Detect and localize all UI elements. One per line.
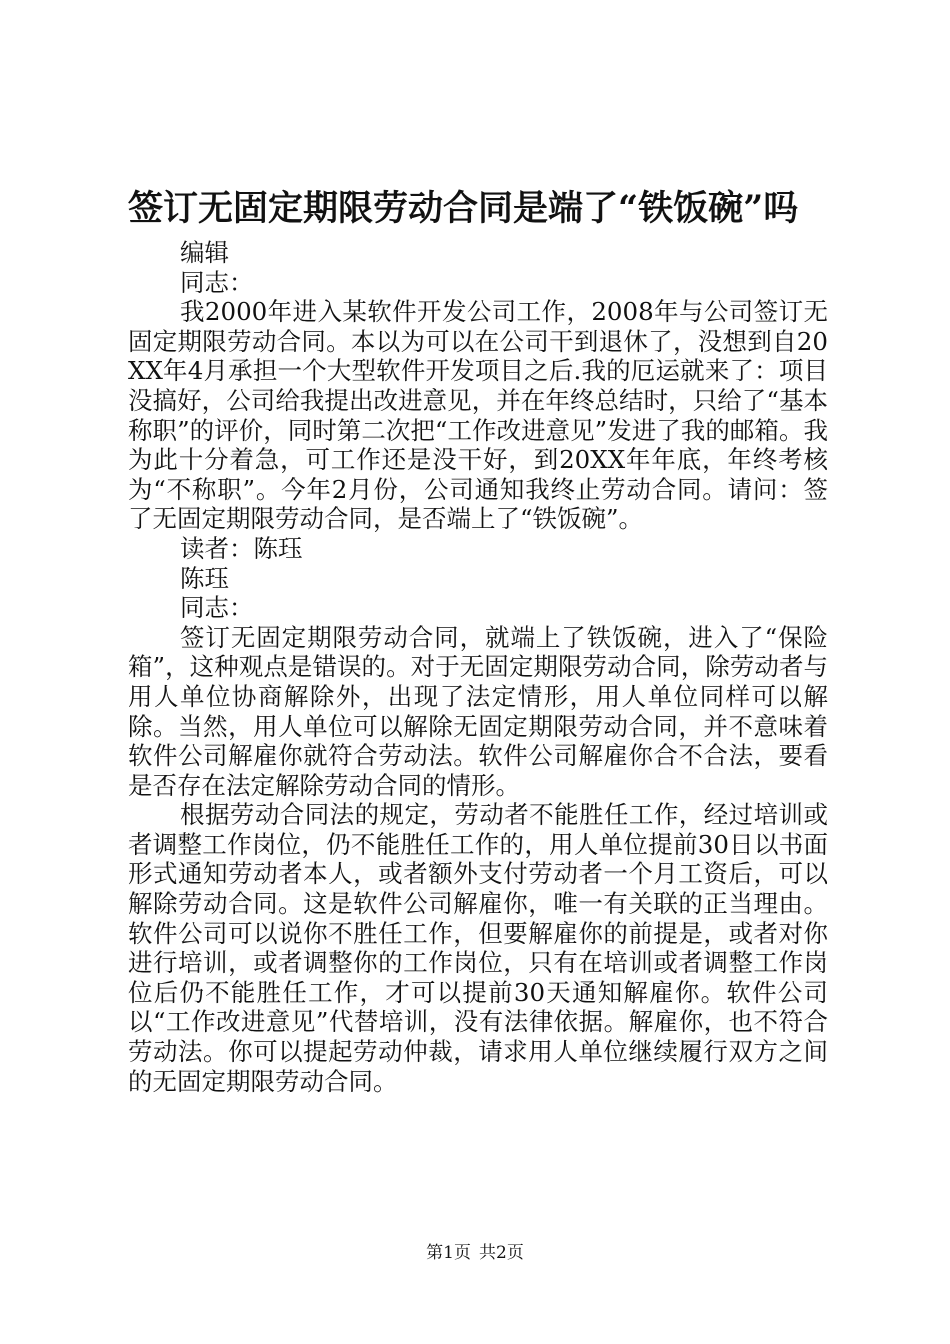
paragraph-editor-label: 编辑 (180, 238, 229, 267)
page-footer (0, 1242, 950, 1264)
paragraph-reply-salutation: 同志： (180, 593, 254, 623)
paragraph-reply-body-2: 根据劳动合同法的规定，劳动者不能胜任工作，经过培训或者调整工作岗位，仍不能胜任工作的，用人单位提前30日以书面形式通知劳动者本人，或者额外支付劳动者一个月工资后，可以解除劳动合同。这是软件公司解雇你，唯一有关联的正当理由。软件公司可以说你不胜任工作，但要解雇你的前提是，或者对你进行培训，或者调整你的工作岗位，只有在培训或者调整工作岗位后仍不能胜任工作，才可以提前30天通知解雇你。软件公司以“工作改进意见”代替培训，没有法律依据。解雇你，也不符合劳动法。你可以提起劳动仲裁，请求用人单位继续履行双方之间的无固定期限劳动合同。 (128, 800, 828, 1096)
paragraph-salutation: 同志： (180, 267, 254, 297)
document-title: 签订无固定期限劳动合同是端了“铁饭碗”吗 (128, 188, 799, 229)
paragraph-reply-body-1: 签订无固定期限劳动合同，就端上了铁饭碗，进入了“保险箱”，这种观点是错误的。对于无固定期限劳动合同，除劳动者与用人单位协商解除外，出现了法定情形，用人单位同样可以解除。当然，用人单位可以解除无固定期限劳动合同，并不意味着软件公司解雇你就符合劳动法。软件公司解雇你合不合法，要看是否存在法定解除劳动合同的情形。 (128, 622, 828, 800)
page-number-current: 第1页 (426, 1243, 471, 1263)
page-number-total: 共2页 (479, 1243, 524, 1263)
paragraph-reader-signature: 读者：陈珏 (180, 533, 303, 563)
paragraph-reader-letter: 我2000年进入某软件开发公司工作，2008年与公司签订无固定期限劳动合同。本以为可以在公司干到退休了，没想到自20XX年4月承担一个大型软件开发项目之后.我的厄运就来了：项目没搞好，公司给我提出改进意见，并在年终总结时，只给了“基本称职”的评价，同时第二次把“工作改进意见”发进了我的邮箱。我为此十分着急，可工作还是没干好，到20XX年年底，年终考核为“不称职”。今年2月份，公司通知我终止劳动合同。请问：签了无固定期限劳动合同，是否端上了“铁饭碗”。 (128, 297, 828, 534)
paragraph-reply-addressee: 陈珏 (180, 563, 229, 593)
document-body (128, 238, 828, 1096)
